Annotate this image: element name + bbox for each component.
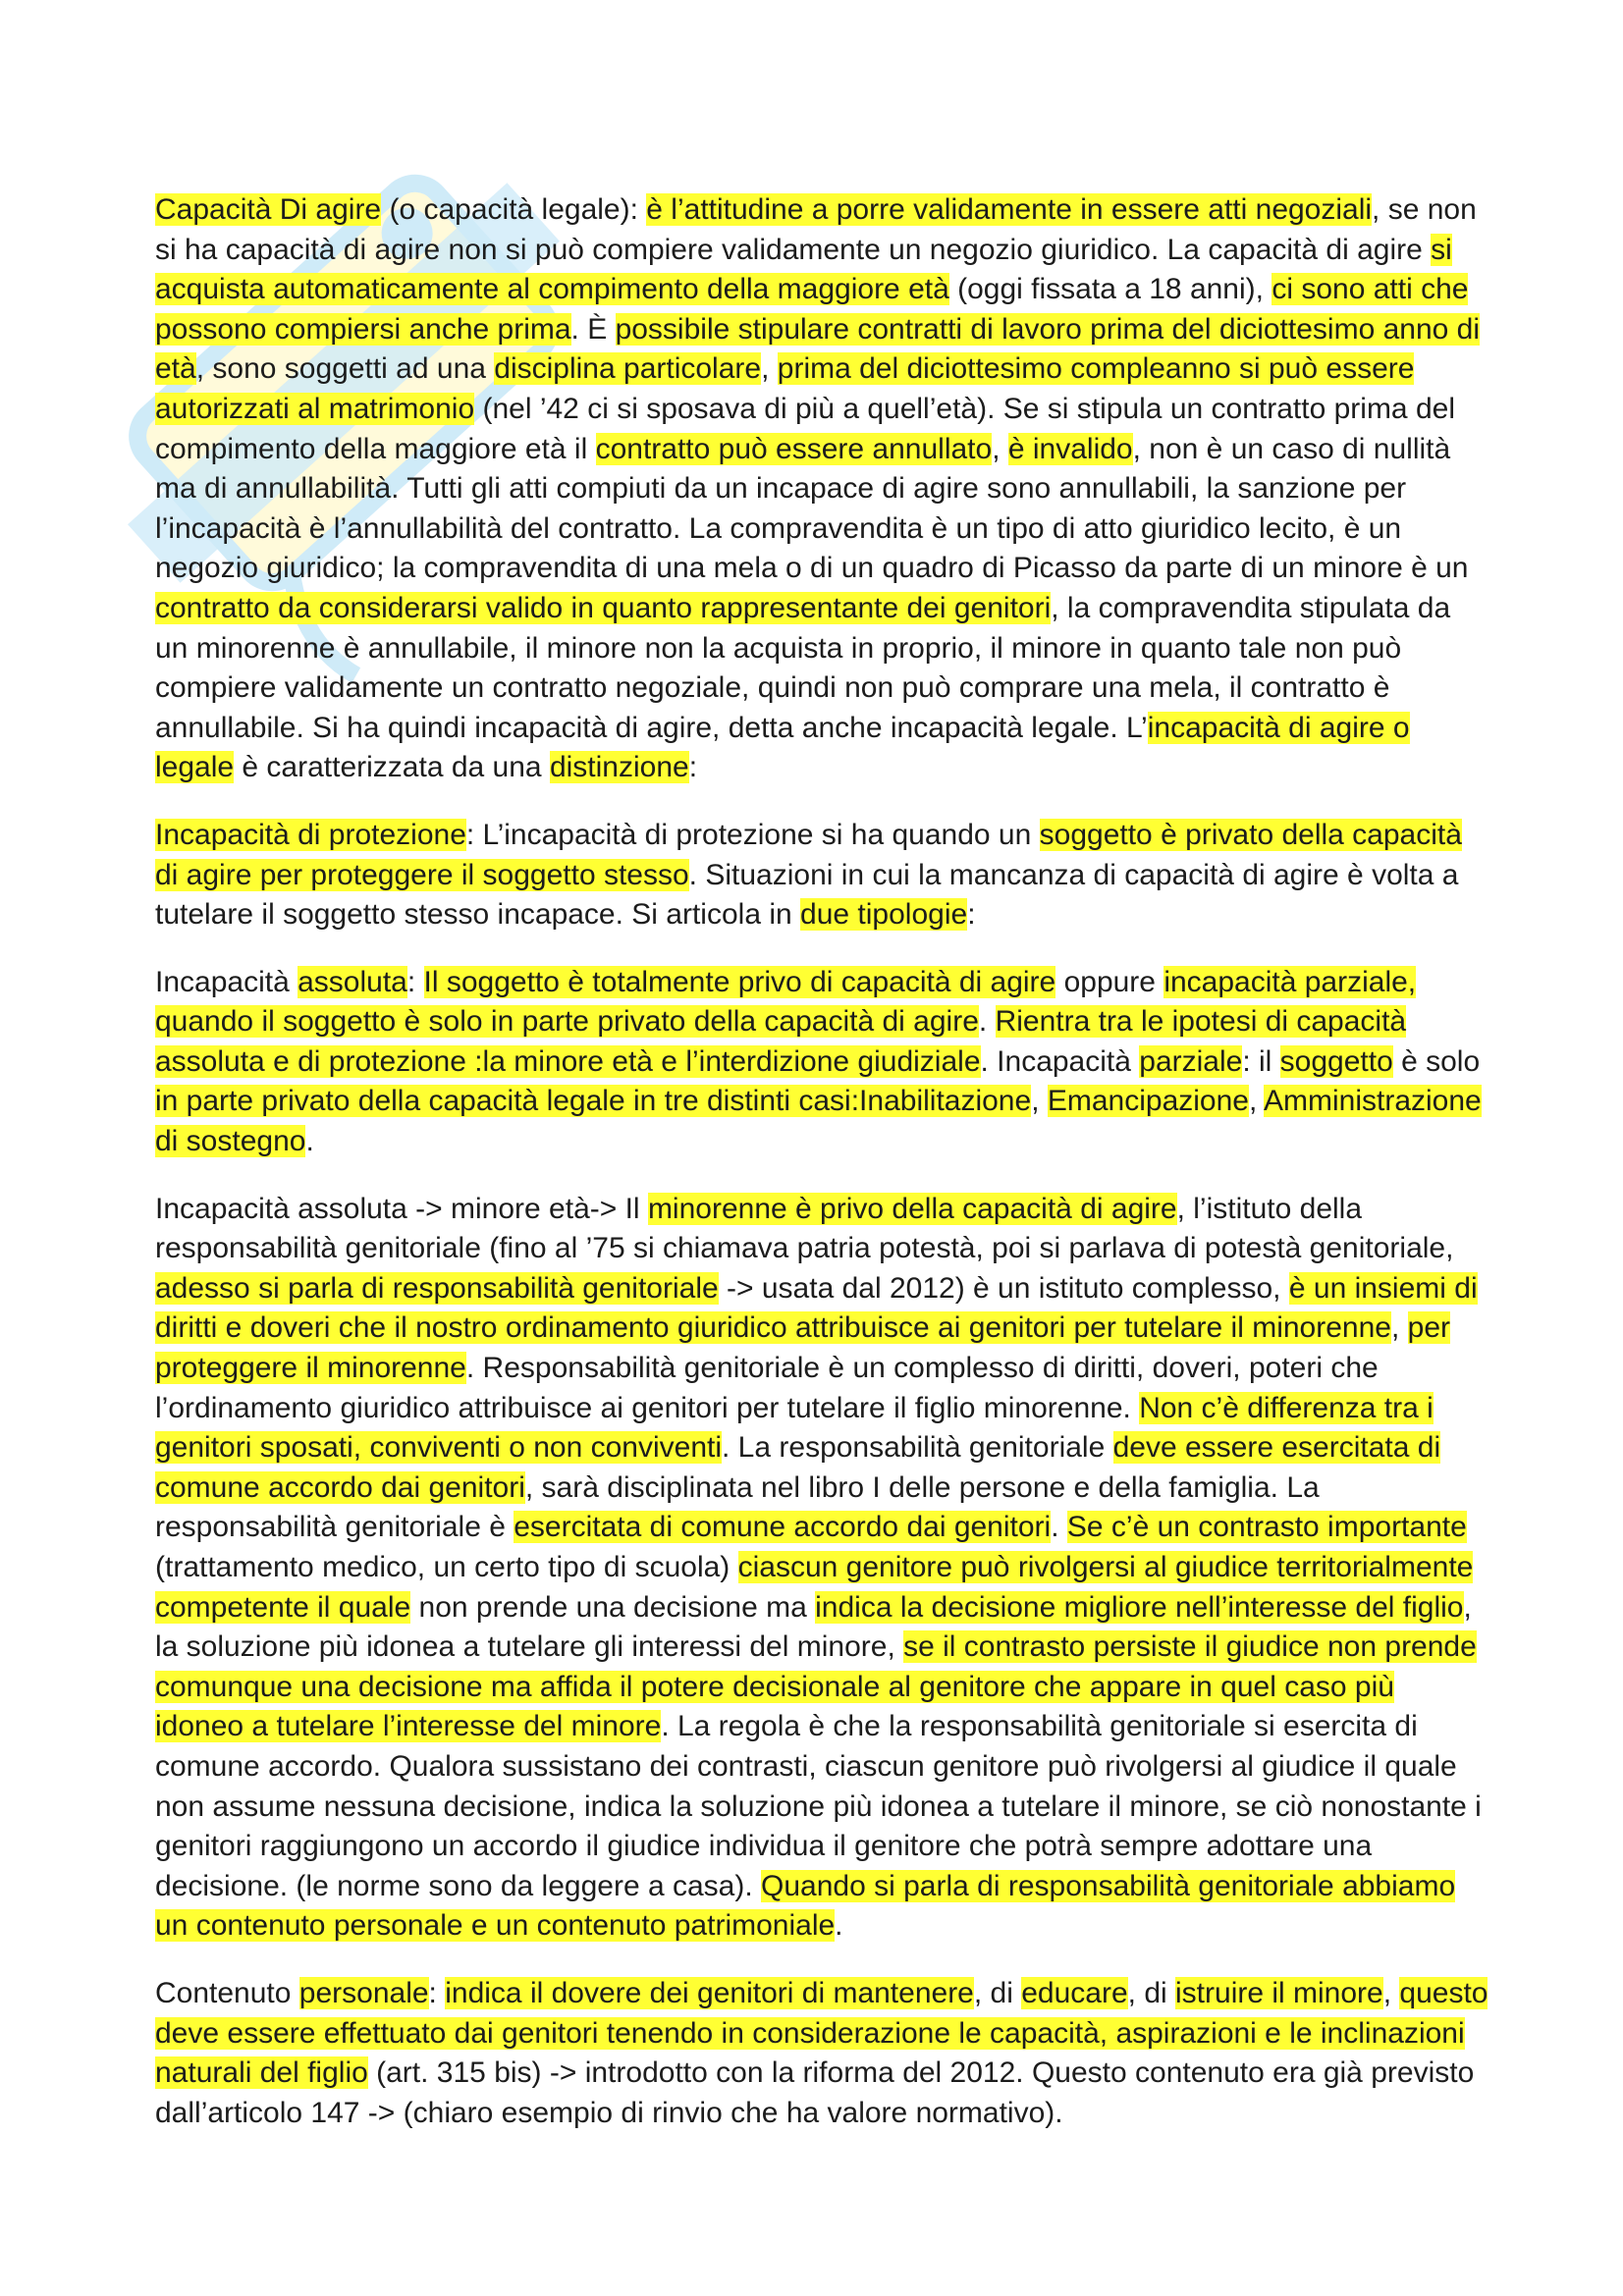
text-run: . bbox=[978, 1005, 996, 1039]
text-run: (oggi fissata a 18 anni), bbox=[948, 273, 1272, 306]
text-run: -> usata dal 2012) è un istituto complesso, bbox=[718, 1271, 1289, 1305]
text-run: , se non si ha capacità di agire non si può compiere validamente un negozio giuridico. La capacità di agire bbox=[155, 193, 1477, 266]
text-run: . La responsabilità genitoriale bbox=[722, 1431, 1113, 1465]
highlighted-text: personale bbox=[298, 1976, 429, 2009]
text-run: . È bbox=[570, 312, 616, 346]
text-run: è solo bbox=[1392, 1044, 1481, 1078]
highlighted-text: se il contrasto persiste il giudice non prende comunque una decisione ma affida il potere decisionale al genitore che appare in quel caso più idoneo a tutelare l’interesse del minore bbox=[155, 1630, 1477, 1743]
highlighted-text: Quando si parla di responsabilità genitoriale abbiamo un contenuto personale e un contenuto patrimoniale bbox=[155, 1869, 1456, 1943]
highlighted-text: per proteggere il minorenne bbox=[155, 1311, 1451, 1385]
highlighted-text: ci sono atti che possono compiersi anche prima bbox=[155, 273, 1469, 346]
text-run: , bbox=[1390, 1311, 1408, 1345]
highlighted-text: è un insiemi di diritti e doveri che il nostro ordinamento giuridico attribuisce ai genitori per tutelare il minorenne bbox=[155, 1271, 1478, 1345]
highlighted-text: si acquista automaticamente al compimento della maggiore età bbox=[155, 233, 1452, 306]
text-run: oppure bbox=[1055, 965, 1164, 998]
text-run: è caratterizzata da una bbox=[234, 751, 550, 784]
text-run: , bbox=[1248, 1085, 1264, 1118]
text-run: , non è un caso di nullità ma di annullabilità. Tutti gli atti compiuti da un incapace di agire sono annullabili, la sanzione per l’incapacità è l’annullabilità del contratto. La compravendita è un tipo di atto giuridico lecito, è un negozio giuridico; la compravendita di una mela o di un quadro di Picasso da parte di un minore è un bbox=[155, 432, 1469, 585]
text-run: , bbox=[761, 352, 778, 386]
text-run: Incapacità assoluta -> minore età-> Il bbox=[155, 1192, 648, 1225]
highlighted-text: adesso si parla di responsabilità genitoriale bbox=[155, 1271, 719, 1305]
highlighted-text: disciplina particolare bbox=[494, 352, 762, 386]
highlighted-text: prima del diciottesimo compleanno si può essere autorizzati al matrimonio bbox=[155, 352, 1415, 425]
paragraph bbox=[155, 190, 1490, 788]
highlighted-text: Amministrazione di sostegno bbox=[155, 1085, 1482, 1158]
highlighted-text: Capacità Di agire bbox=[155, 193, 382, 226]
highlighted-text: è l’attitudine a porre validamente in essere atti negoziali bbox=[646, 193, 1373, 226]
text-run: : bbox=[428, 1976, 446, 2009]
highlighted-text: Emancipazione bbox=[1047, 1085, 1249, 1118]
highlighted-text: Non c’è differenza tra i genitori sposati, conviventi o non conviventi bbox=[155, 1391, 1434, 1465]
highlighted-text: Rientra tra le ipotesi di capacità assoluta e di protezione :la minore età e l’interdizione giudiziale bbox=[155, 1005, 1407, 1078]
text-run: . La regola è che la responsabilità genitoriale si esercita di comune accordo. Qualora sussistano dei contrasti, ciascun genitore può rivolgersi al giudice il quale non assume nessuna decisione, indica la soluzione più idonea a tutelare il minore, se ciò nonostante i genitori raggiungono un accordo il giudice individua il genitore che potrà sempre adottare una decisione. (le norme sono da leggere a casa). bbox=[155, 1710, 1482, 1902]
text-run: , bbox=[992, 432, 1008, 465]
highlighted-text: Il soggetto è totalmente privo di capacità di agire bbox=[423, 965, 1056, 998]
text-run: , bbox=[1382, 1976, 1400, 2009]
highlighted-text: assoluta bbox=[298, 965, 407, 998]
text-run: : bbox=[967, 898, 976, 932]
text-run: (trattamento medico, un certo tipo di scuola) bbox=[155, 1551, 738, 1583]
highlighted-text: incapacità parziale, quando il soggetto è solo in parte privato della capacità di agire bbox=[155, 965, 1417, 1039]
text-run: : il bbox=[1242, 1044, 1280, 1078]
highlighted-text: soggetto bbox=[1279, 1044, 1393, 1078]
highlighted-text: indica il dovere dei genitori di mantenere bbox=[445, 1976, 974, 2009]
highlighted-text: in parte privato della capacità legale in tre distinti casi:Inabilitazione bbox=[155, 1085, 1032, 1118]
text-run: . bbox=[835, 1909, 843, 1943]
text-run: . Situazioni in cui la mancanza di capacità di agire è volta a tutelare il soggetto stesso incapace. Si articola in bbox=[155, 858, 1459, 932]
text-run: , la compravendita stipulata da un minorenne è annullabile, il minore non la acquista in proprio, il minore in quanto tale non può compiere validamente un contratto negoziale, quindi non può comprare una mela, il contratto è annullabile. Si ha quindi incapacità di agire, detta anche incapacità legale. L’ bbox=[155, 591, 1451, 744]
highlighted-text: distinzione bbox=[549, 751, 689, 784]
text-run: (nel ’42 ci si sposava di più a quell’età). Se si stipula un contratto prima del compimento della maggiore età il bbox=[155, 392, 1455, 465]
highlighted-text: due tipologie bbox=[800, 898, 968, 932]
text-run: (art. 315 bis) -> introdotto con la riforma del 2012. Questo contenuto era già previsto dall’articolo 147 -> (chiaro esempio di rinvio che ha valore normativo). bbox=[155, 2056, 1475, 2129]
text-run: , sarà disciplinata nel libro I delle persone e della famiglia. La responsabilità genitoriale è bbox=[155, 1470, 1320, 1544]
highlighted-text: esercitata di comune accordo dai genitori bbox=[514, 1511, 1052, 1544]
highlighted-text: Incapacità di protezione bbox=[155, 818, 466, 851]
highlighted-text: è invalido bbox=[1007, 432, 1133, 465]
text-run: , sono soggetti ad una bbox=[195, 352, 495, 386]
highlighted-text: contratto può essere annullato bbox=[595, 432, 993, 465]
highlighted-text: parziale bbox=[1139, 1044, 1243, 1078]
highlighted-text: indica la decisione migliore nell’interesse del figlio bbox=[815, 1590, 1464, 1624]
highlighted-text: minorenne è privo della capacità di agire bbox=[647, 1192, 1177, 1225]
paragraph bbox=[155, 1190, 1490, 1947]
text-run: , di bbox=[973, 1976, 1022, 2009]
highlighted-text: questo deve essere effettuato dai genitori tenendo in considerazione le capacità, aspirazioni e le inclinazioni naturali del figlio bbox=[155, 1976, 1488, 2090]
text-run: . Incapacità bbox=[980, 1044, 1140, 1078]
highlighted-text: soggetto è privato della capacità di agire per proteggere il soggetto stesso bbox=[155, 818, 1462, 891]
text-run: . bbox=[305, 1125, 314, 1158]
paragraph bbox=[155, 963, 1490, 1162]
text-run: , bbox=[1031, 1085, 1048, 1118]
paragraph bbox=[155, 816, 1490, 935]
highlighted-text: ciascun genitore può rivolgersi al giudice territorialmente competente il quale bbox=[155, 1551, 1474, 1624]
text-run: , la soluzione più idonea a tutelare gli interessi del minore, bbox=[155, 1590, 1472, 1664]
text-run: : L’incapacità di protezione si ha quando un bbox=[465, 818, 1040, 851]
text-run: , di bbox=[1127, 1976, 1176, 2009]
text-run: Contenuto bbox=[155, 1976, 299, 2009]
paragraph bbox=[155, 1974, 1490, 2133]
text-run: (o capacità legale): bbox=[381, 193, 647, 226]
text-run: : bbox=[688, 751, 698, 784]
highlighted-text: Se c’è un contrasto importante bbox=[1066, 1511, 1467, 1544]
text-run: , l’istituto della responsabilità genitoriale (fino al ’75 si chiamava patria potestà, poi si parlava di potestà genitoriale, bbox=[155, 1192, 1454, 1265]
text-run: . bbox=[1051, 1511, 1067, 1544]
document-body bbox=[155, 190, 1490, 2161]
text-run: Incapacità bbox=[155, 965, 298, 998]
highlighted-text: incapacità di agire o legale bbox=[155, 711, 1410, 784]
highlighted-text: educare bbox=[1021, 1976, 1128, 2009]
text-run: : bbox=[406, 965, 424, 998]
highlighted-text: deve essere esercitata di comune accordo dai genitori bbox=[155, 1431, 1441, 1504]
highlighted-text: istruire il minore bbox=[1175, 1976, 1383, 2009]
text-run: . Responsabilità genitoriale è un complesso di diritti, doveri, poteri che l’ordinamento giuridico attribuisce ai genitori per tutelare il figlio minorenne. bbox=[155, 1352, 1379, 1424]
text-run: non prende una decisione ma bbox=[410, 1590, 816, 1624]
highlighted-text: contratto da considerarsi valido in quanto rappresentante dei genitori bbox=[155, 591, 1052, 624]
highlighted-text: possibile stipulare contratti di lavoro prima del diciottesimo anno di età bbox=[155, 312, 1481, 386]
